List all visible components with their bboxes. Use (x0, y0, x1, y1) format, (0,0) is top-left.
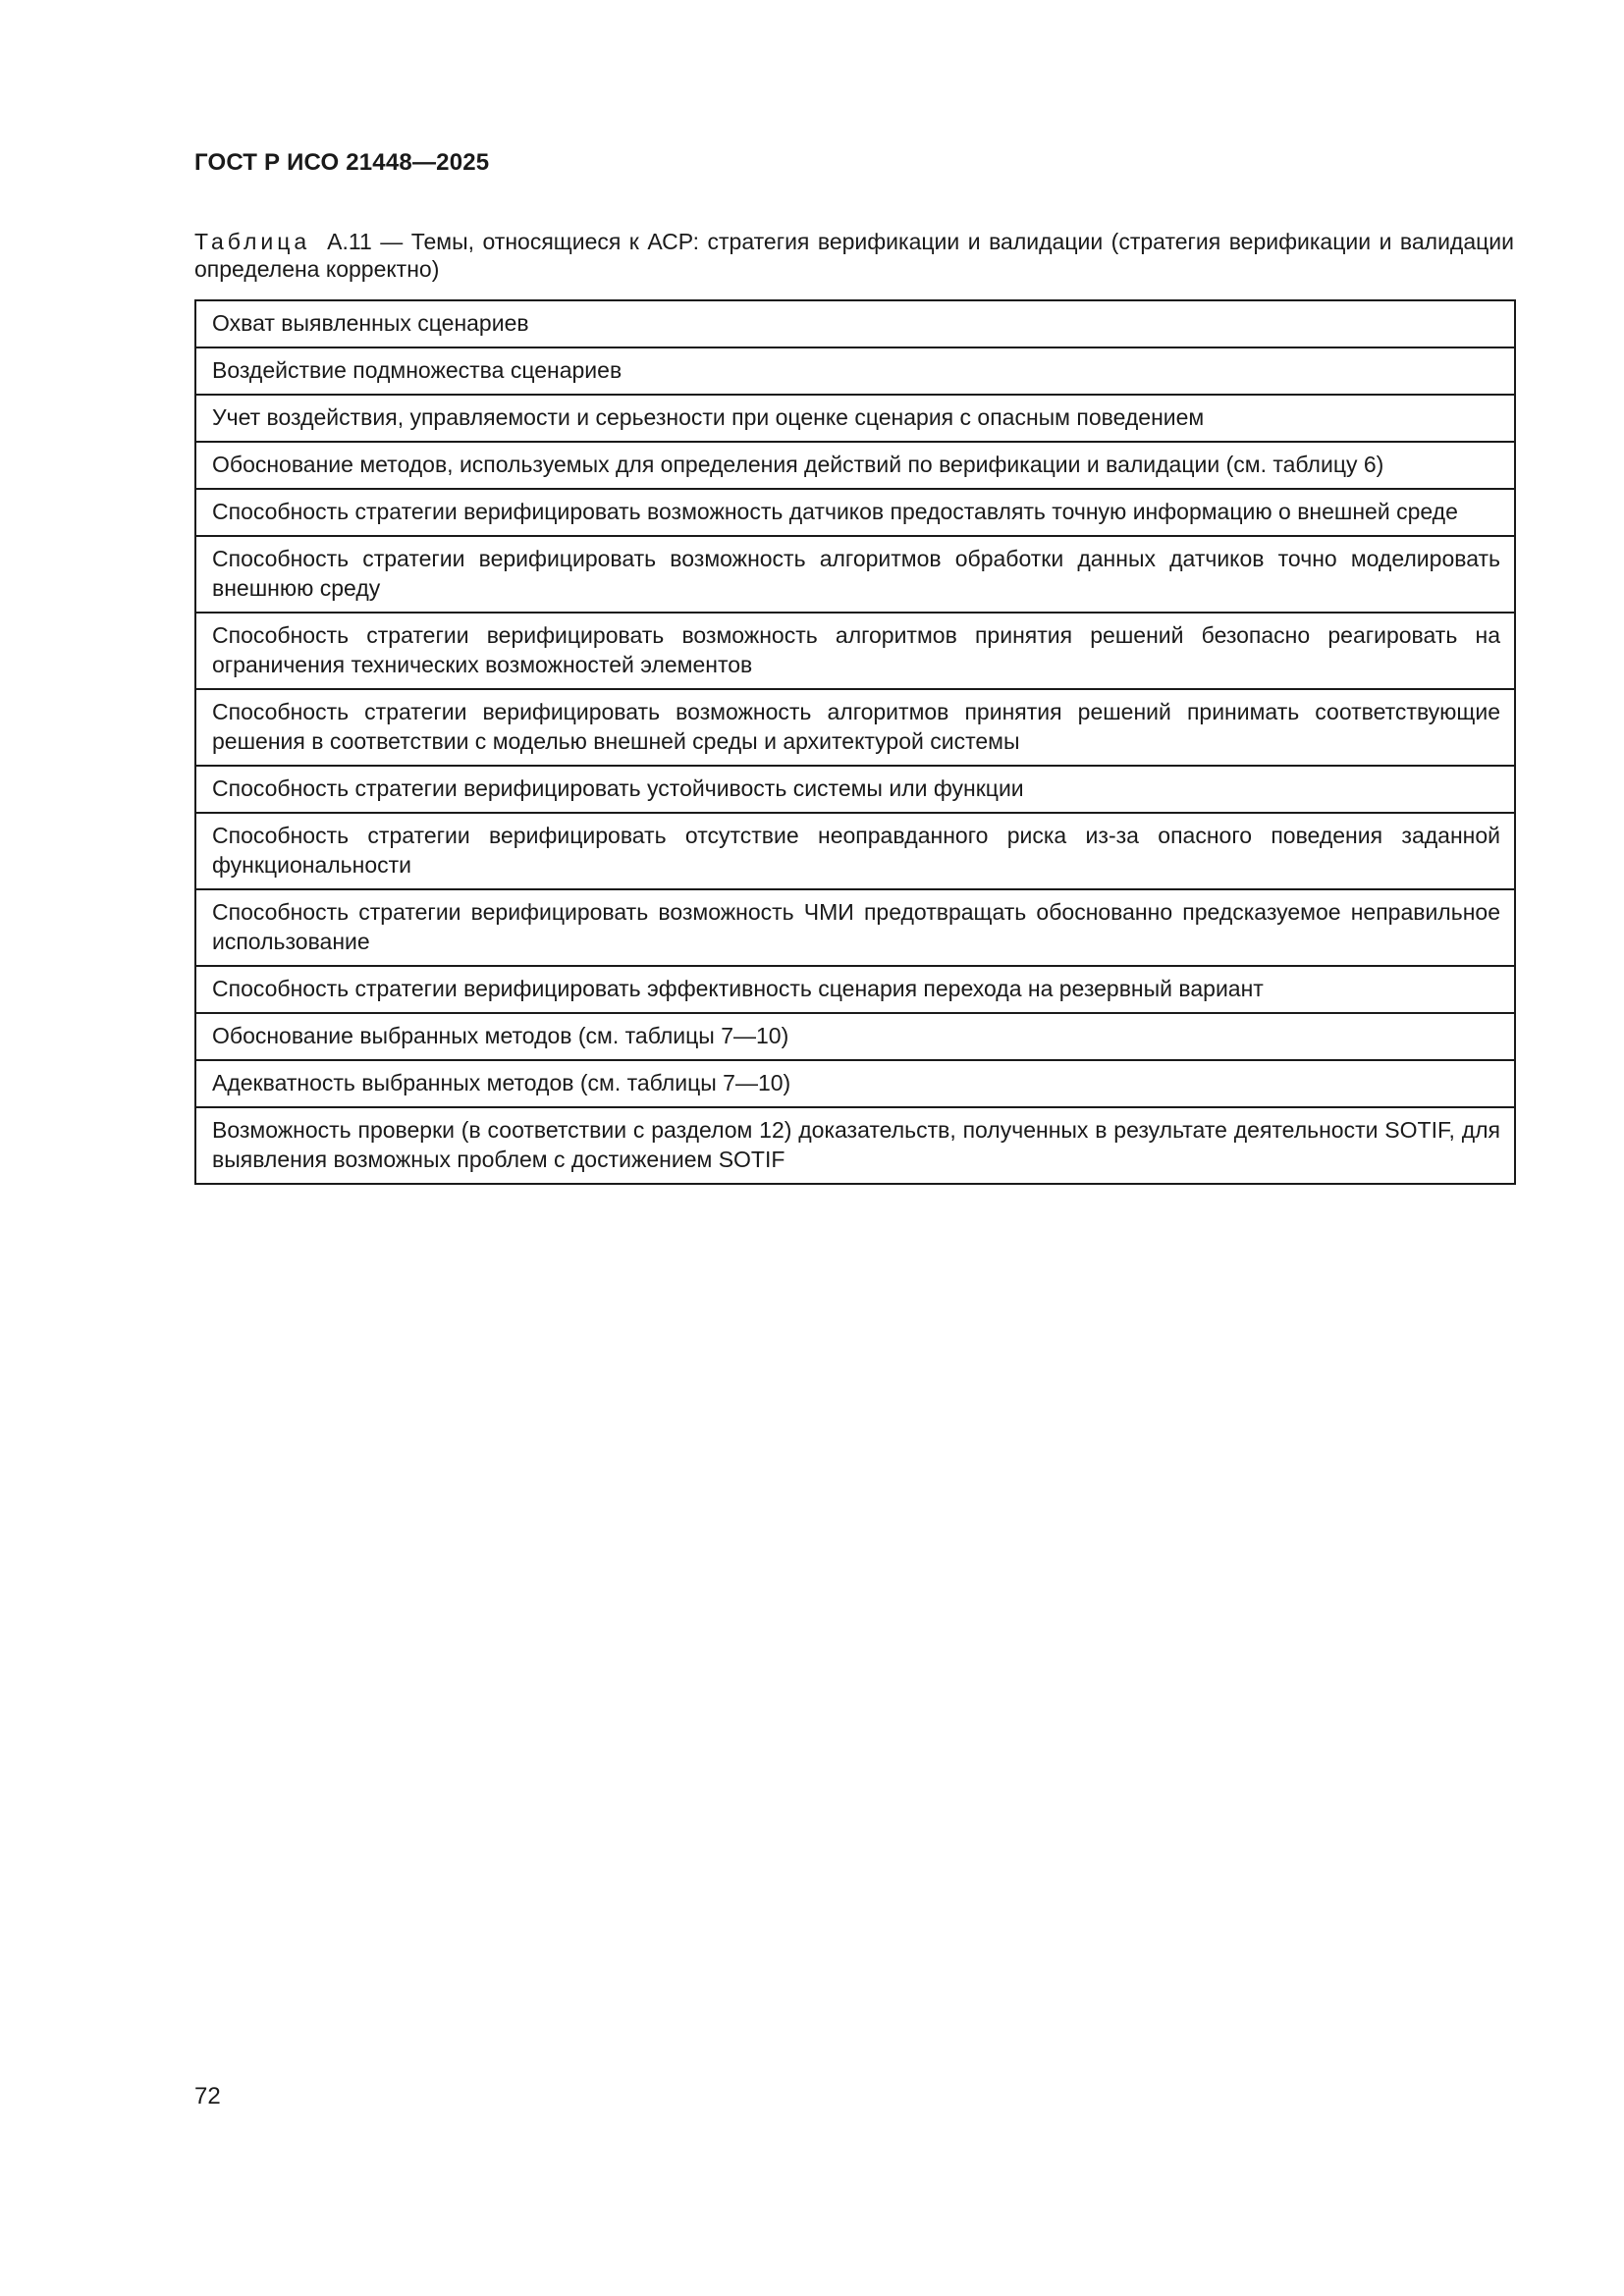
table-row (195, 536, 1515, 613)
table-cell: Способность стратегии верифицировать эффективность сценария перехода на резервный вариант (195, 966, 1515, 1013)
page-number: 72 (194, 2083, 221, 2109)
table-row (195, 1107, 1515, 1184)
table-caption (194, 228, 1514, 283)
table-cell: Способность стратегии верифицировать возможность алгоритмов принятия решений безопасно реагировать на ограничения технических возможностей элементов (195, 613, 1515, 689)
table-row (195, 300, 1515, 347)
table-row (195, 889, 1515, 966)
table-row (195, 966, 1515, 1013)
table-cell: Обоснование методов, используемых для определения действий по верификации и валидации (см. таблицу 6) (195, 442, 1515, 489)
table-row (195, 347, 1515, 395)
table-row (195, 395, 1515, 442)
table-cell: Способность стратегии верифицировать отсутствие неоправданного риска из-за опасного поведения заданной функциональности (195, 813, 1515, 889)
table-cell: Охват выявленных сценариев (195, 300, 1515, 347)
table-cell: Адекватность выбранных методов (см. таблицы 7—10) (195, 1060, 1515, 1107)
table-caption-text: А.11 — Темы, относящиеся к АСР: стратегия верификации и валидации (стратегия верификации и валидации определена корректно) (194, 229, 1515, 282)
table-row (195, 1060, 1515, 1107)
table-row (195, 766, 1515, 813)
table-row (195, 813, 1515, 889)
table-row (195, 442, 1515, 489)
table-cell: Способность стратегии верифицировать возможность алгоритмов принятия решений принимать соответствующие решения в соответствии с моделью внешней среды и архитектурой системы (195, 689, 1515, 766)
table-cell: Обоснование выбранных методов (см. таблицы 7—10) (195, 1013, 1515, 1060)
table-cell: Способность стратегии верифицировать устойчивость системы или функции (195, 766, 1515, 813)
table-cell: Воздействие подмножества сценариев (195, 347, 1515, 395)
table-cell: Способность стратегии верифицировать возможность датчиков предоставлять точную информацию о внешней среде (195, 489, 1515, 536)
table-cell: Способность стратегии верифицировать возможность алгоритмов обработки данных датчиков точно моделировать внешнюю среду (195, 536, 1515, 613)
table-cell: Возможность проверки (в соответствии с разделом 12) доказательств, полученных в результате деятельности SOTIF, для выявления возможных проблем с достижением SOTIF (195, 1107, 1515, 1184)
standard-code-header: ГОСТ Р ИСО 21448—2025 (194, 149, 490, 176)
table-row (195, 1013, 1515, 1060)
table-row (195, 489, 1515, 536)
table-row (195, 613, 1515, 689)
table-row (195, 689, 1515, 766)
table-caption-label: Таблица (194, 229, 311, 254)
table-cell: Способность стратегии верифицировать возможность ЧМИ предотвращать обоснованно предсказуемое неправильное использование (195, 889, 1515, 966)
topics-table (194, 299, 1516, 1185)
table-cell: Учет воздействия, управляемости и серьезности при оценке сценария с опасным поведением (195, 395, 1515, 442)
